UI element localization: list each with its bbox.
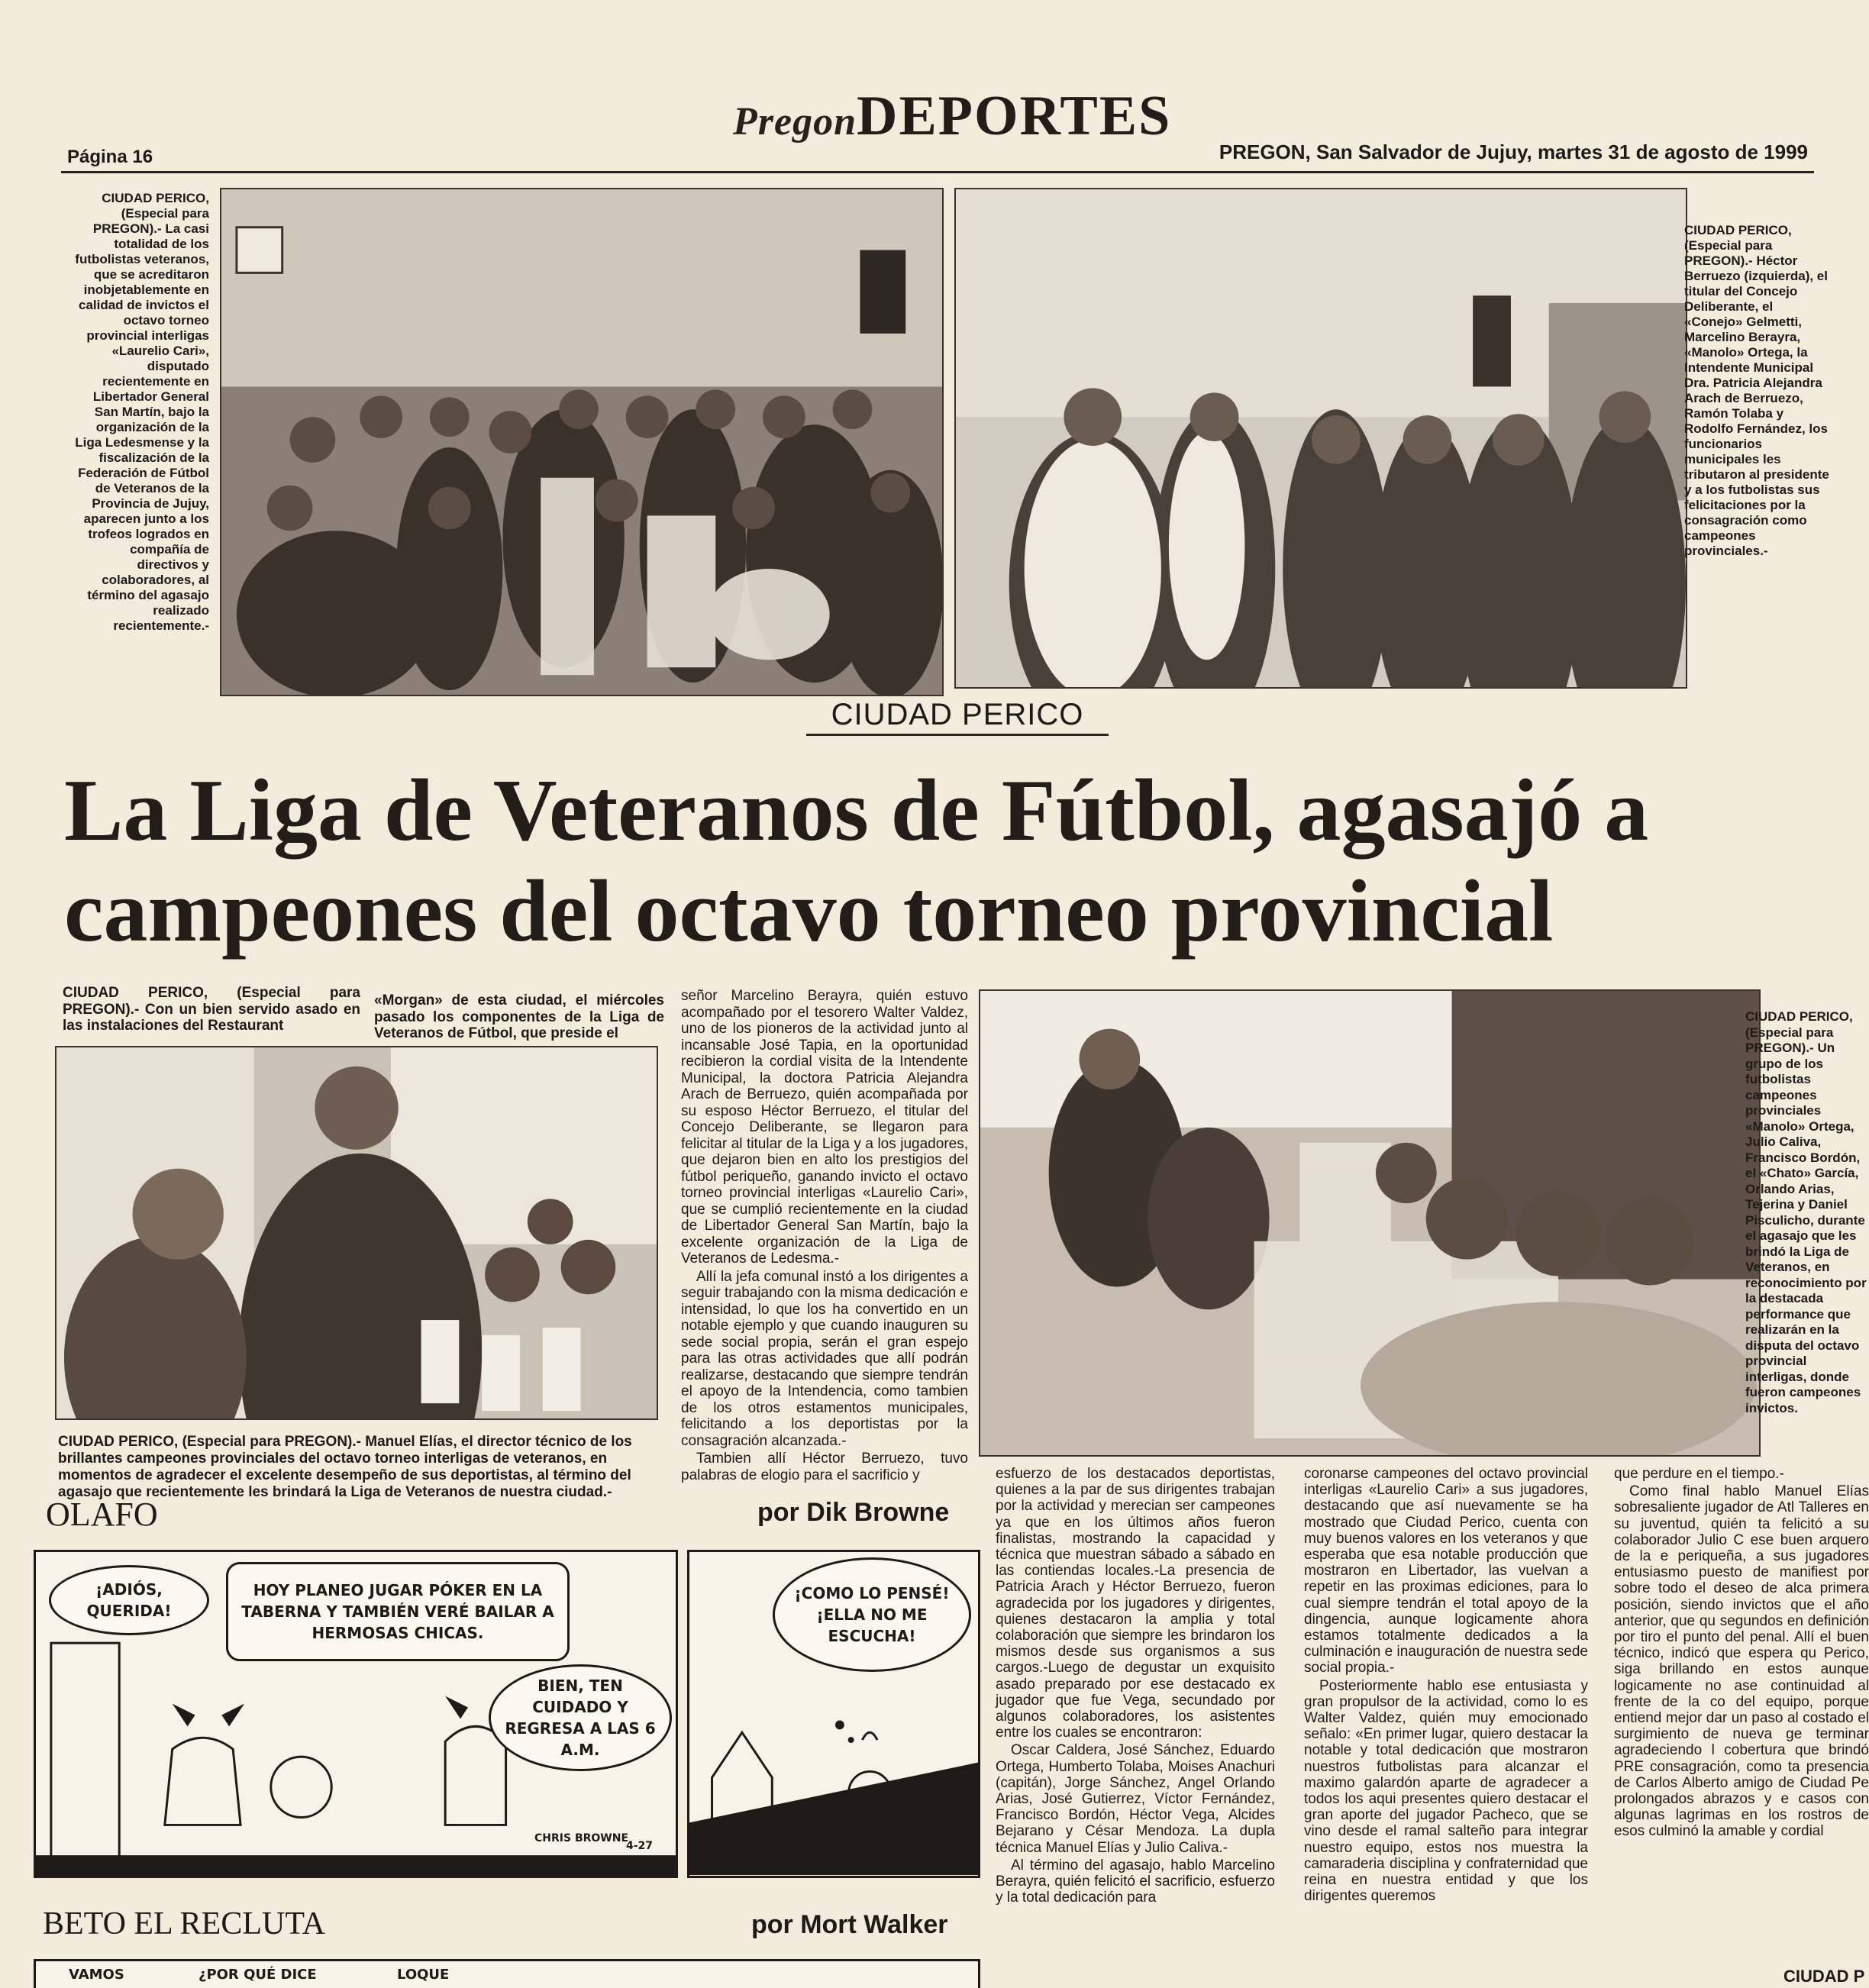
coach-speech-photo <box>55 1046 658 1420</box>
col3-para-2: Allí la jefa comunal instó a los dirigentes a seguir trabajando con la misma dedicación e intensidad, lo que los ha convertido en un notable ejemplo y que cuando inauguren su sede social propia, serán el gran espejo para las otras actividades que allí podrán realizarse, destacando que siempre tendrán el apoyo de la Intendencia, como tambien de los otros estamentos municipales, felicitando a los deportistas por la consagración alcanzada.- <box>681 1268 968 1449</box>
col3-para-1: señor Marcelino Berayra, quién estuvo acompañado por el tesorero Walter Valdez, uno de los pioneros de la actividad junto al incansable José Tapia, en la oportunidad recibieron la cordial visita de la Intendente Municipal, la doctora Patricia Alejandra Arach de Berruezo, quién acompañada por su esposo Héctor Berruezo, el titular del Concejo Deliberante, se llegaron para felicitar al titular de la Liga y a los jugadores, que dejaron bien en alto los prestigios del fútbol periqueño, ganando invicto el octavo torneo provincial interligas «Laurelio Cari», que se cumplió recientemente en la ciudad de Libertador General San Martín, bajo la excelente organización de la Liga de Veteranos de Ledesma.- <box>681 988 968 1267</box>
article-col2-top: «Morgan» de esta ciudad, el miércoles pasado los componentes de la Liga de Veteranos de Fútbol, que preside el <box>374 992 664 1041</box>
col4-para-3: Al término del agasajo, hablo Marcelino Berayra, quién felicitó el sacrificio, esfuerzo y la total dedicación para <box>996 1857 1275 1906</box>
players-dinner-photo <box>979 989 1761 1457</box>
article-col4 <box>996 1466 1275 1907</box>
top-left-caption: CIUDAD PERICO, (Especial para PREGON).- La casi totalidad de los futbolistas veteranos, que se acreditaron inobjetablemente en calidad de invictos el octavo torneo provincial interligas «Laurelio Cari», disputado recientemente en Libertador General San Martín, bajo la organización de la Liga Ledesmense y la fiscalización de la Federación de Fútbol de Veteranos de la Provincia de Jujuy, aparecen junto a los trofeos logrados en compañía de directivos y colaboradores, al término del agasajo realizado recientemente.- <box>75 191 209 633</box>
top-right-caption: CIUDAD PERICO, (Especial para PREGON).- Héctor Berruezo (izquierda), el titular del Concejo Deliberante, el «Conejo» Gelmetti, Marcelino Berayra, «Manolo» Ortega, la Intendente Municipal Dra. Patricia Alejandra Arach de Berruezo, Ramón Tolaba y Rodolfo Fernández, los funcionarios municipales les tributaron al presidente y a los futbolistas sus felicitaciones por la consagración como campeones provinciales.- <box>1684 223 1829 558</box>
col6-para-1: que perdure en el tiempo.- <box>1614 1466 1784 1482</box>
bottom-right-tag: CIUDAD P <box>1783 1967 1865 1986</box>
beto-balloon-3: LOQUE <box>397 1967 450 1983</box>
section-kicker: CIUDAD PERICO <box>806 698 1109 736</box>
officials-photo <box>954 188 1687 689</box>
header-rule <box>61 171 1814 173</box>
masthead-deportes: DEPORTES <box>857 85 1172 147</box>
olafo-balloon-2: HOY PLANEO JUGAR PÓKER EN LA TABERNA Y TAMBIÉN VERÉ BAILAR A HERMOSAS CHICAS. <box>226 1562 570 1661</box>
olafo-balloon-3: BIEN, TEN CUIDADO Y REGRESA A LAS 6 A.M. <box>489 1664 672 1771</box>
beto-balloon-2: ¿POR QUÉ DICE <box>199 1967 317 1983</box>
col6-para-2: Como final hablo Manuel Elías sobresaliente jugador de Atl Talleres en su juventud, quién ta felicitó a su colaborador Julio C ese buen arquero de la e periqueña, a sus jugadores entusiasmo puesto de manifiest por sobre todo el deseo de alca primera posición, siendo invictos que el año anterior, que qu segundos en definición por tiro el punto del penal. Allí el buen técnico, indicó que espera qu Perico, siga brillando en estos aunque logicamente no ase continuidad al frente de la co del equipo, porque entiend mejor dar un paso al costado el surgimiento de nueva ge terminar agradeciendo l cobertura que brindó PRE consagración, como ta presencia de Carlos Alberto amigo de Ciudad Pe prolongados abrazos y e casos con algunas lagrimas en los rostros de esos culminó la amable y cordial <box>1614 1483 1869 1840</box>
olafo-title: OLAFO <box>46 1496 158 1533</box>
olafo-balloon-1: ¡ADIÓS, QUERIDA! <box>49 1565 209 1635</box>
team-trophies-image <box>221 189 942 695</box>
dinner-photo-caption: CIUDAD PERICO, (Especial para PREGON).- Un grupo de los futbolistas campeones provinciales «Manolo» Ortega, Julio Caliva, Francisco Bordón, el «Chato» García, Orlando Arias, Tejerina y Daniel Pisculicho, durante el agasajo que les brindó la Liga de Veteranos, en reconocimiento por la destacada performance que realizarán en la disputa del octavo provincial interligas, donde fueron campeones invictos. <box>1745 1009 1867 1415</box>
coach-photo-caption: CIUDAD PERICO, (Especial para PREGON).- Manuel Elías, el director técnico de los brillantes campeones provinciales del octavo torneo interligas de veteranos, en momentos de agradecer el excelente desempeño de sus deportistas, al término del agasajo que recientemente les brindará la Liga de Veteranos de nuestra ciudad.- <box>58 1434 632 1500</box>
masthead <box>733 84 1172 160</box>
olafo-strip-date: 4-27 <box>626 1840 654 1852</box>
olafo-author: por Dik Browne <box>757 1498 950 1527</box>
headline: La Liga de Veteranos de Fútbol, agasajó a campeones del octavo torneo provincial <box>64 762 1649 960</box>
beto-title: BETO EL RECLUTA <box>43 1906 325 1941</box>
dateline: PREGON, San Salvador de Jujuy, martes 31 de agosto de 1999 <box>1219 140 1808 163</box>
col4-para-1: esfuerzo de los destacados deportistas, quienes a la par de sus dirigentes trabajan por la actividad y merecian ser campeones ya que en los últimos años fueron finalistas, mostrando la capacidad y técnica que muestran sábado a sábado en las contiendas locales.-La presencia de Patricia Arach y Héctor Berruezo, fueron agradecida por los jugadores y dirigentes, quienes destacaron la amplia y total colaboración que siempre les brindaron los mismos desde sus organismos a sus cargos.-Luego de degustar un exquisito asado preparado por ese destacado ex jugador que fue Vega, secundado por algunos colaboradores, los asistentes entre los cuales se encontraron: <box>996 1466 1275 1741</box>
beto-author: por Mort Walker <box>751 1910 948 1939</box>
beto-balloon-1: VAMOS <box>69 1967 124 1983</box>
team-trophies-photo <box>220 188 944 696</box>
page-number: Página 16 <box>67 147 153 167</box>
article-col3 <box>681 988 968 1485</box>
officials-image <box>956 189 1686 687</box>
masthead-pregon: Pregon <box>733 100 857 144</box>
olafo-signature: CHRIS BROWNE <box>534 1832 629 1844</box>
col5-para-2: Posteriormente hablo ese entusiasta y gran propulsor de la actividad, como lo es Walter Valdez, quién muy emocionado señalo: «En primer lugar, quiero destacar la notable y total dedicación que mostraron nuestros futbolistas para alcanzar el maximo galardón aparte de agradecer a todos los aqui presentes quiero destacar el gran aporte del jugador Pacheco, que se vino desde el ramal salteño para integrar nuestro equipo, estos nos muestra la camaraderia disciplina y confraternidad que reina en nuestra entidad y que los dirigentes queremos <box>1304 1677 1588 1905</box>
article-col5 <box>1304 1466 1588 1906</box>
article-col1-top: CIUDAD PERICO, (Especial para PREGON).- Con un bien servido asado en las instalaciones del Restaurant <box>63 985 360 1034</box>
beto-strip <box>34 1959 980 1988</box>
col4-para-2: Oscar Caldera, José Sánchez, Eduardo Ortega, Humberto Tolaba, Moises Anachuri (capitán), Jorge Sánchez, Angel Orlando Arias, José Gutierrez, Víctor Fernández, Francisco Bordón, Héctor Vega, Alcides Bejarano y César Mendoza. La dupla técnica Manuel Elías y Julio Caliva.- <box>996 1742 1275 1856</box>
olafo-balloon-4: ¡COMO LO PENSÉ! ¡ELLA NO ME ESCUCHA! <box>773 1557 971 1672</box>
col5-para-1: coronarse campeones del octavo provincial interligas «Laurelio Cari» a sus jugadores, destacando que así nuevamente se ha mostrado que Ciudad Perico, cuenta con muy buenos valores en los veteranos y que esperaba que esa notable producción que mostraron en Libertador, las vuelvan a repetir en las proximas ediciones, para lo cual siempre tendrán el total apoyo de la dingencia, aunque logicamente ahora estamos totalmente dedicados a la culminación e inauguración de nuestra sede social propia.- <box>1304 1466 1588 1677</box>
article-col6 <box>1614 1466 1869 1977</box>
coach-speech-image <box>56 1047 657 1418</box>
col3-para-3: Tambien allí Héctor Berruezo, tuvo palabras de elogio para el sacrificio y <box>681 1451 968 1483</box>
players-dinner-image <box>980 991 1759 1455</box>
